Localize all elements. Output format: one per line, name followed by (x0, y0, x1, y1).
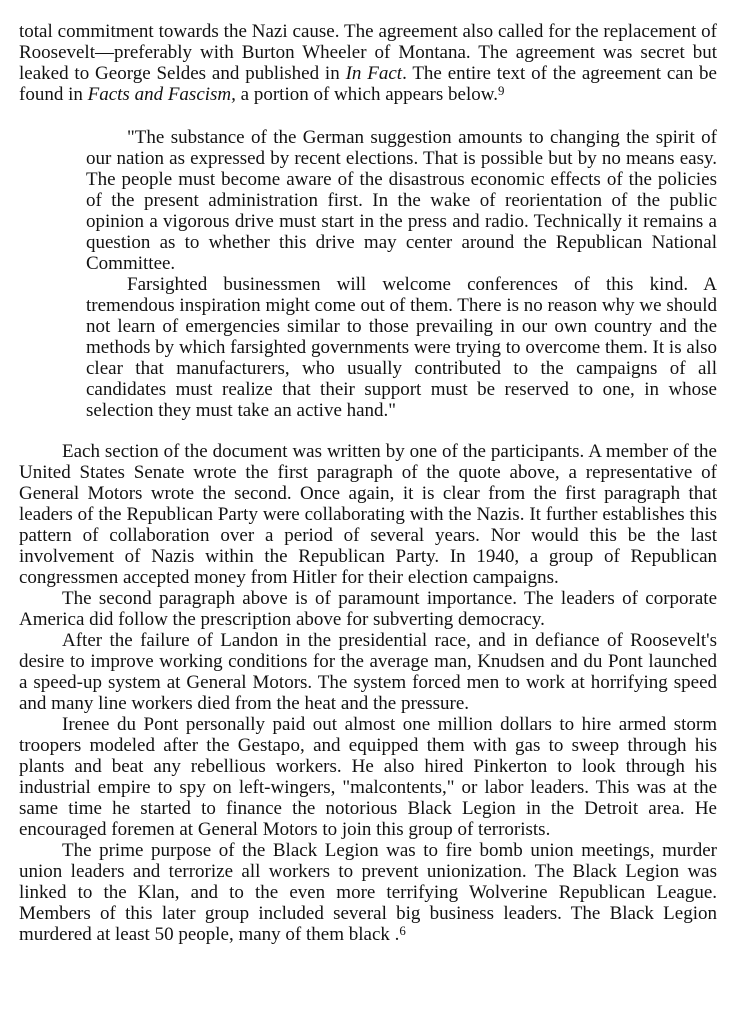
text-run: . The entire text of the agreement can be found in (19, 63, 717, 105)
blockquote-paragraph (86, 127, 717, 274)
text-run: Irenee du Pont personally paid out almost one million dollars to hire armed storm troopers modeled after the Gestapo, and equipped them with gas to sweep through his plants and beat any rebellious workers. He also hired Pinkerton to look through his industrial empire to spy on left-wingers, "malcontents," or labor leaders. This was at the same time he started to finance the notorious Black Legion in the Detroit area. He encouraged foremen at General Motors to join this group of terrorists. (19, 714, 717, 840)
document-text (19, 21, 717, 945)
text-run: Farsighted businessmen will welcome conferences of this kind. A tremendous inspiration might come out of them. There is no reason why we should not learn of emergencies similar to those prevailing in our own country and the methods by which farsighted governments were trying to overcome them. It is also clear that manufacturers, who usually contributed to the campaigns of all candidates must realize that their support must be reserved to one, in whose selection they must take an active hand." (86, 274, 717, 421)
text-run: After the failure of Landon in the presidential race, and in defiance of Roosevelt's desire to improve working conditions for the average man, Knudsen and du Pont launched a speed-up system at General Motors. The system forced men to work at horrifying speed and many line workers died from the heat and the pressure. (19, 630, 717, 714)
body-paragraph (19, 441, 717, 588)
blockquote-paragraph (86, 274, 717, 421)
text-run: a portion of which appears below. (235, 84, 498, 105)
footnote-marker: 6 (399, 923, 406, 939)
body-paragraph (19, 21, 717, 105)
text-run: The second paragraph above is of paramount importance. The leaders of corporate America did follow the prescription above for subverting democracy. (19, 588, 717, 630)
italic-title-text: Facts and Fascism, (87, 84, 236, 105)
body-paragraph (19, 630, 717, 714)
text-run: "The substance of the German suggestion amounts to changing the spirit of our nation as expressed by recent elections. That is possible but by no means easy. The people must become aware of the disastrous economic effects of the policies of the present administration first. In the wake of reorientation of the public opinion a vigorous drive must start in the press and radio. Technically it remains a question as to whether this drive may center around the Republican National Committee. (86, 127, 717, 274)
body-paragraph (19, 714, 717, 840)
body-paragraph (19, 840, 717, 945)
text-run: Each section of the document was written by one of the participants. A member of the United States Senate wrote the first paragraph of the quote above, a representative of General Motors wrote the second. Once again, it is clear from the first paragraph that leaders of the Republican Party were collaborating with the Nazis. It further establishes this pattern of collaboration over a period of several years. Nor would this be the last involvement of Nazis within the Republican Party. In 1940, a group of Republican congressmen accepted money from Hitler for their election campaigns. (19, 441, 717, 588)
text-run: total commitment towards the Nazi cause. The agreement also called for the replacement of Roosevelt—preferably with Burton Wheeler of Montana. The agreement was secret but leaked to George Seldes and published in (19, 21, 717, 84)
text-run: The prime purpose of the Black Legion was to fire bomb union meetings, murder union leaders and terrorize all workers to prevent unionization. The Black Legion was linked to the Klan, and to the even more terrifying Wolverine Republican League. Members of this later group included several big business leaders. The Black Legion murdered at least 50 people, many of them black . (19, 840, 717, 945)
footnote-marker: 9 (497, 83, 505, 99)
body-paragraph (19, 588, 717, 630)
italic-title-text: In Fact (345, 63, 403, 84)
